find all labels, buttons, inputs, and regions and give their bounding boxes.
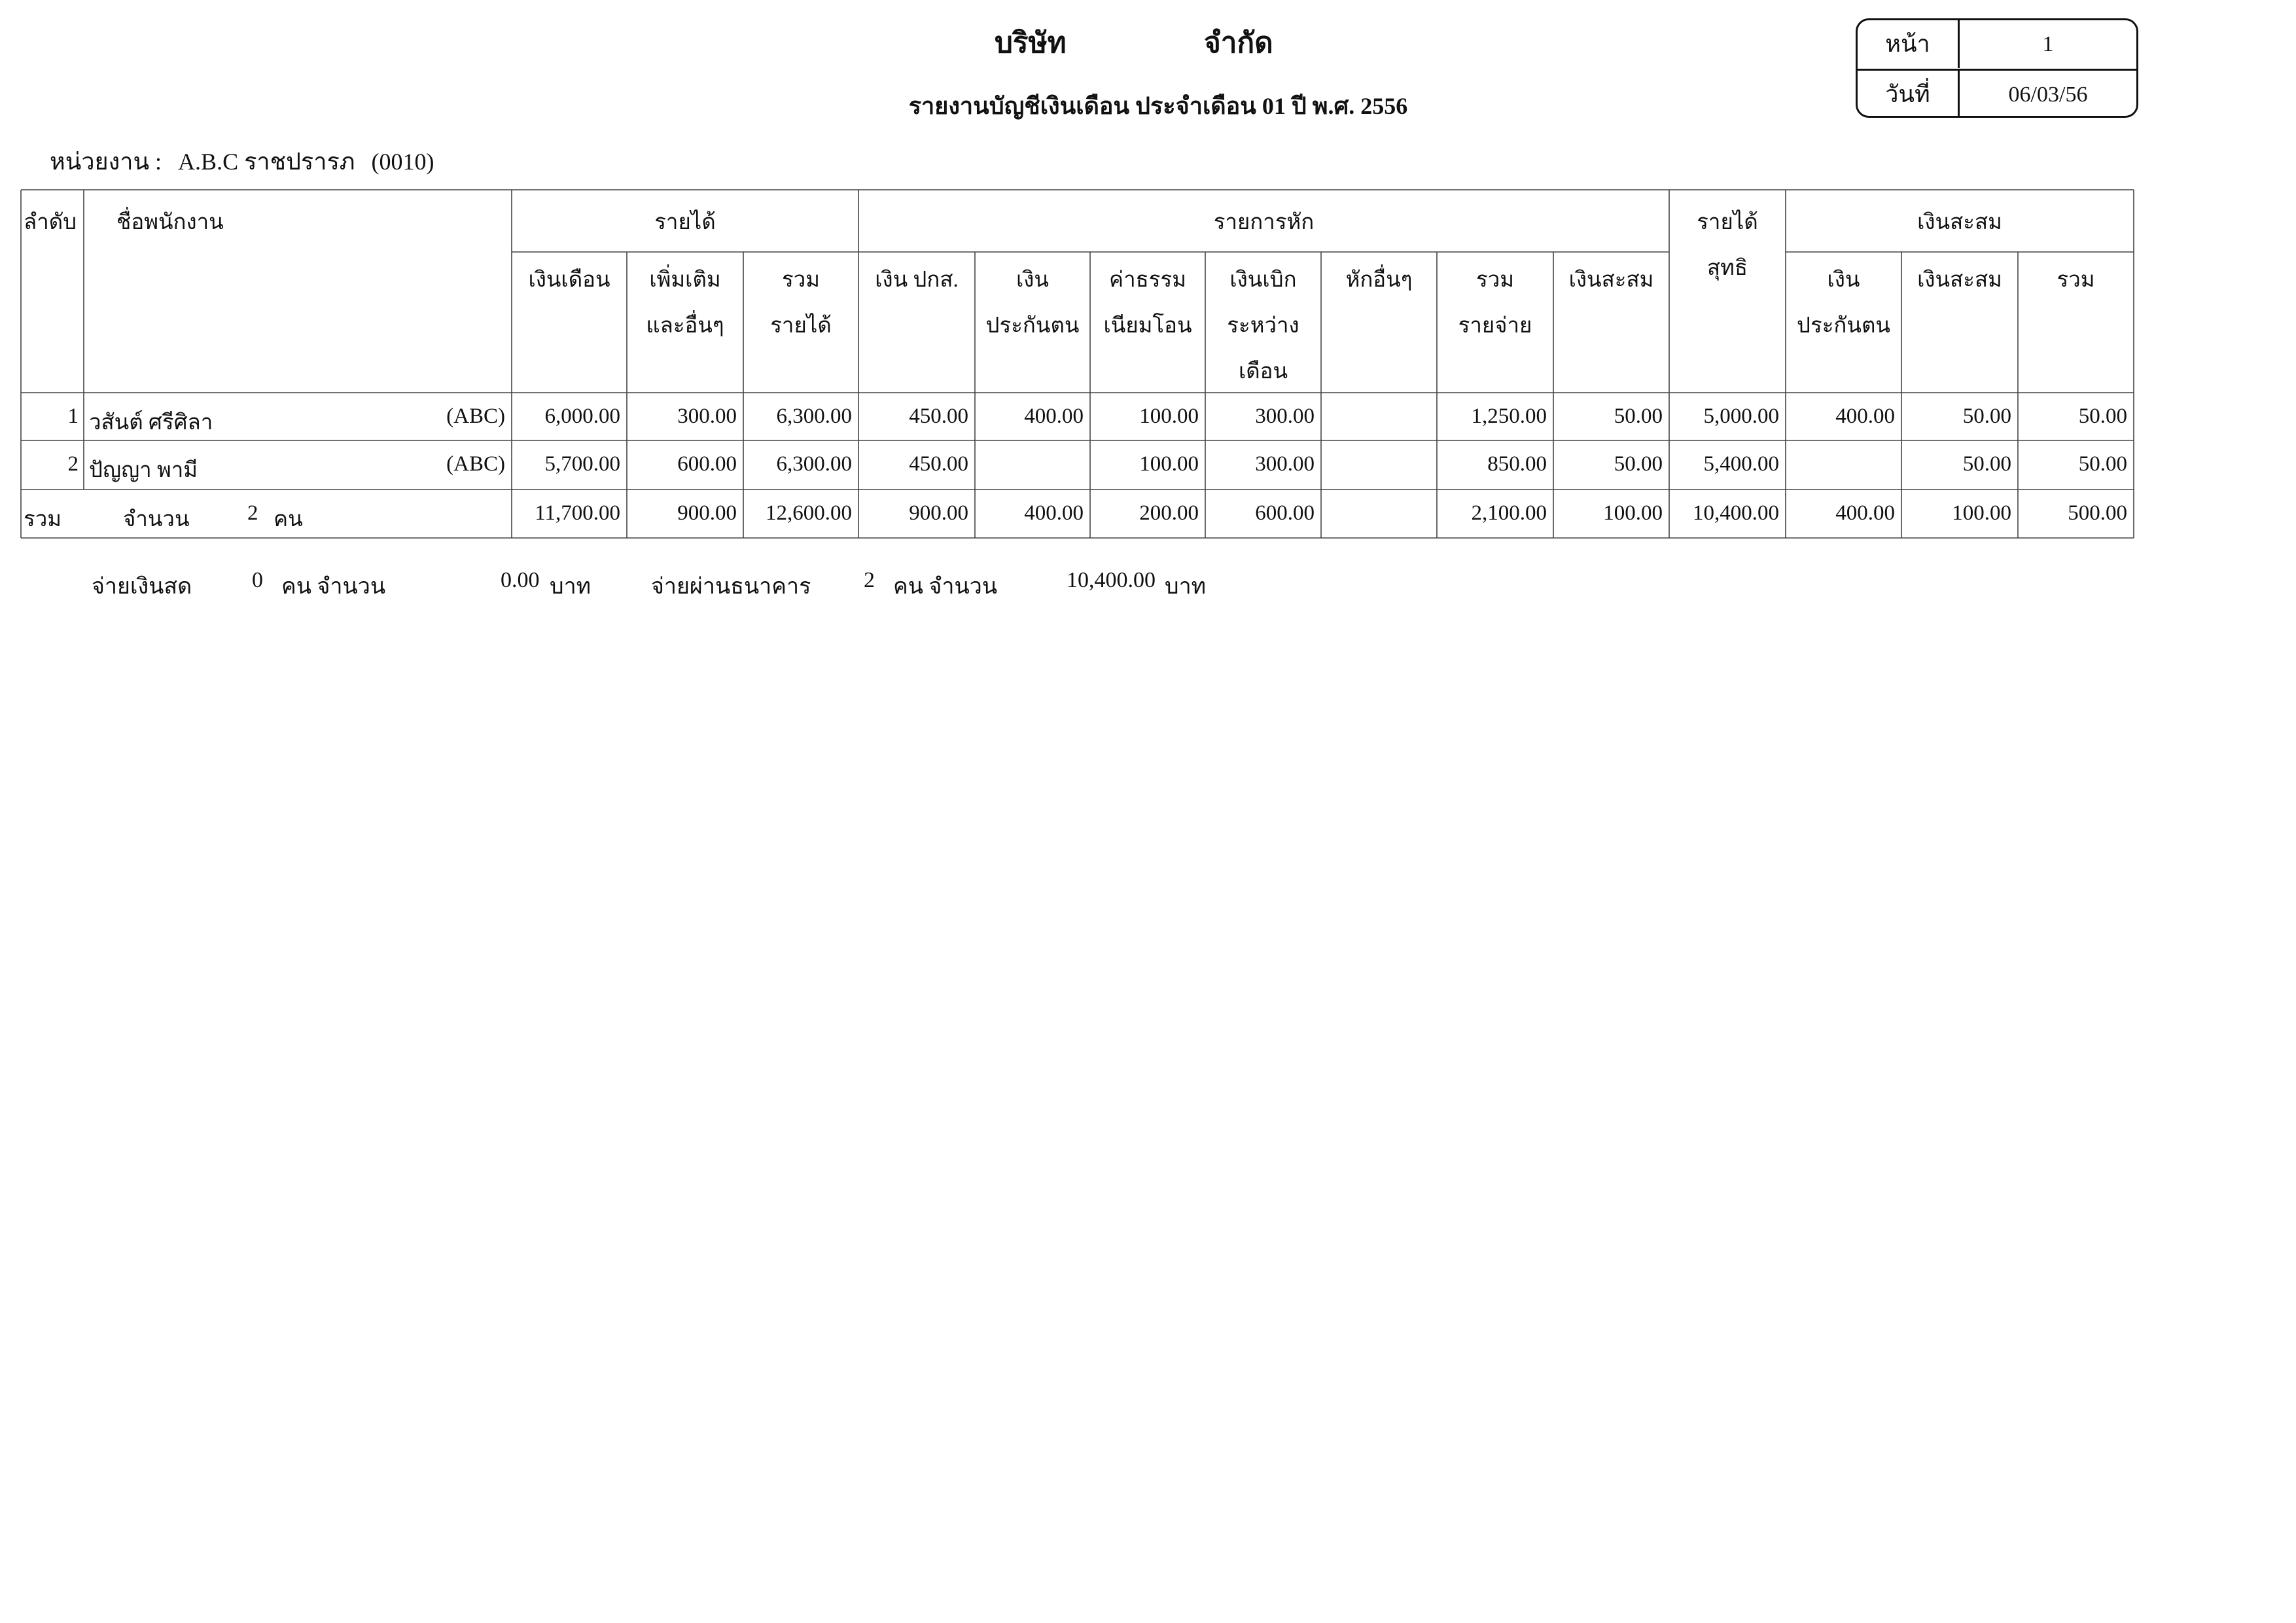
unit-name: A.B.C ราชปรารภ xyxy=(178,149,355,175)
row-1-value-2: 6,300.00 xyxy=(776,452,852,476)
subheader-income_cols-2-0: รวม xyxy=(781,268,820,292)
total-value-10: 10,400.00 xyxy=(1693,501,1779,525)
row-0-value-4: 400.00 xyxy=(1024,404,1084,428)
total-value-13: 500.00 xyxy=(2068,501,2127,525)
cash-count-unit: คน จำนวน xyxy=(281,575,386,599)
total-count-unit: คน xyxy=(274,508,303,531)
subheader-savings_cols-0-1: ประกันตน xyxy=(1797,314,1890,338)
subheader-deduction_cols-4-0: หักอื่นๆ xyxy=(1345,268,1413,292)
cash-count: 0 xyxy=(252,568,263,592)
bank-label: จ่ายผ่านธนาคาร xyxy=(651,575,811,599)
row-0-value-3: 450.00 xyxy=(909,404,968,428)
row-0-value-2: 6,300.00 xyxy=(776,404,852,428)
row-1-value-1: 600.00 xyxy=(677,452,737,476)
cash-label: จ่ายเงินสด xyxy=(92,575,192,599)
unit-line xyxy=(50,143,445,180)
unit-code: (0010) xyxy=(371,149,434,175)
subheader-deduction_cols-3-0: เงินเบิก xyxy=(1229,268,1297,292)
header-savings-group: เงินสะสม xyxy=(1917,211,2002,234)
page-info-box xyxy=(1856,18,2138,118)
subheader-income_cols-0-0: เงินเดือน xyxy=(528,268,610,292)
date-row xyxy=(1858,69,2136,118)
subheader-deduction_cols-1-1: ประกันตน xyxy=(985,314,1080,338)
page-number-row xyxy=(1858,20,2136,68)
row-1-value-10: 5,400.00 xyxy=(1703,452,1779,476)
bank-count: 2 xyxy=(864,568,875,592)
total-value-11: 400.00 xyxy=(1835,501,1895,525)
cash-amount: 0.00 xyxy=(501,568,540,592)
subheader-deduction_cols-3-2: เดือน xyxy=(1238,360,1288,383)
row-0-value-12: 50.00 xyxy=(1962,404,2011,428)
report-title: รายงานบัญชีเงินเดือน ประจำเดือน 01 ปี พ.ศ. 2556 xyxy=(908,93,1408,119)
row-1-dept-tag: (ABC) xyxy=(446,452,505,476)
total-value-4: 400.00 xyxy=(1024,501,1084,525)
total-label: รวม xyxy=(24,508,62,531)
total-value-2: 12,600.00 xyxy=(766,501,852,525)
page-number: 1 xyxy=(2042,32,2054,56)
subheader-deduction_cols-3-1: ระหว่าง xyxy=(1227,314,1299,338)
total-value-5: 200.00 xyxy=(1139,501,1199,525)
row-0-seq: 1 xyxy=(67,404,79,428)
row-1-value-9: 50.00 xyxy=(1614,452,1663,476)
row-1-employee-name: ปัญญา พามี xyxy=(89,459,198,482)
row-1-value-5: 100.00 xyxy=(1139,452,1199,476)
row-0-value-9: 50.00 xyxy=(1614,404,1663,428)
bank-count-unit: คน จำนวน xyxy=(893,575,998,599)
unit-label: หน่วยงาน : xyxy=(50,149,162,175)
row-0-dept-tag: (ABC) xyxy=(446,404,505,428)
total-count-label: จำนวน xyxy=(123,508,190,531)
header-net-income-line2: สุทธิ xyxy=(1706,257,1748,280)
subheader-deduction_cols-1-0: เงิน xyxy=(1016,268,1049,292)
subheader-deduction_cols-2-1: เนียมโอน xyxy=(1103,314,1192,338)
total-value-0: 11,700.00 xyxy=(535,501,620,525)
subheader-income_cols-2-1: รายได้ xyxy=(770,314,832,338)
row-0-employee-name: วสันต์ ศรีศิลา xyxy=(89,411,213,435)
subheader-income_cols-1-1: และอื่นๆ xyxy=(646,314,724,338)
row-1-value-6: 300.00 xyxy=(1255,452,1315,476)
total-value-6: 600.00 xyxy=(1255,501,1315,525)
row-1-seq: 2 xyxy=(67,452,79,476)
cash-currency: บาท xyxy=(550,575,592,599)
total-count: 2 xyxy=(247,501,258,525)
company-name-prefix: บริษัท xyxy=(995,27,1067,59)
total-value-12: 100.00 xyxy=(1952,501,2011,525)
subheader-deduction_cols-0-0: เงิน ปกส. xyxy=(875,268,959,292)
header-seq: ลำดับ xyxy=(24,211,77,234)
total-value-1: 900.00 xyxy=(677,501,737,525)
report-date: 06/03/56 xyxy=(2008,82,2088,107)
header-income-group: รายได้ xyxy=(654,211,716,234)
row-1-value-12: 50.00 xyxy=(1962,452,2011,476)
subheader-savings_cols-2-0: รวม xyxy=(2057,268,2095,292)
row-0-value-11: 400.00 xyxy=(1835,404,1895,428)
row-0-value-8: 1,250.00 xyxy=(1471,404,1547,428)
header-net-income-line1: รายได้ xyxy=(1697,211,1758,234)
subheader-deduction_cols-6-0: เงินสะสม xyxy=(1568,268,1654,292)
total-value-9: 100.00 xyxy=(1603,501,1663,525)
page-label: หน้า xyxy=(1858,20,1960,68)
subheader-savings_cols-0-0: เงิน xyxy=(1827,268,1860,292)
company-name-suffix: จำกัด xyxy=(1204,27,1273,59)
subheader-deduction_cols-5-1: รายจ่าย xyxy=(1458,314,1532,338)
bank-amount: 10,400.00 xyxy=(1067,568,1156,592)
row-1-value-13: 50.00 xyxy=(2078,452,2127,476)
row-0-value-6: 300.00 xyxy=(1255,404,1315,428)
subheader-deduction_cols-2-0: ค่าธรรม xyxy=(1109,268,1186,292)
row-0-value-13: 50.00 xyxy=(2078,404,2127,428)
row-0-value-0: 6,000.00 xyxy=(544,404,620,428)
row-1-value-0: 5,700.00 xyxy=(544,452,620,476)
row-1-value-3: 450.00 xyxy=(909,452,968,476)
subheader-deduction_cols-5-0: รวม xyxy=(1475,268,1514,292)
header-employee-name: ชื่อพนักงาน xyxy=(116,211,224,234)
subheader-income_cols-1-0: เพิ่มเติม xyxy=(649,268,721,292)
subheader-savings_cols-1-0: เงินสะสม xyxy=(1917,268,2002,292)
row-0-value-5: 100.00 xyxy=(1139,404,1199,428)
header-deduction-group: รายการหัก xyxy=(1213,211,1315,234)
total-value-8: 2,100.00 xyxy=(1471,501,1547,525)
bank-currency: บาท xyxy=(1165,575,1207,599)
row-0-value-10: 5,000.00 xyxy=(1703,404,1779,428)
date-label: วันที่ xyxy=(1858,71,1960,118)
row-0-value-1: 300.00 xyxy=(677,404,737,428)
total-value-3: 900.00 xyxy=(909,501,968,525)
row-1-value-8: 850.00 xyxy=(1487,452,1547,476)
